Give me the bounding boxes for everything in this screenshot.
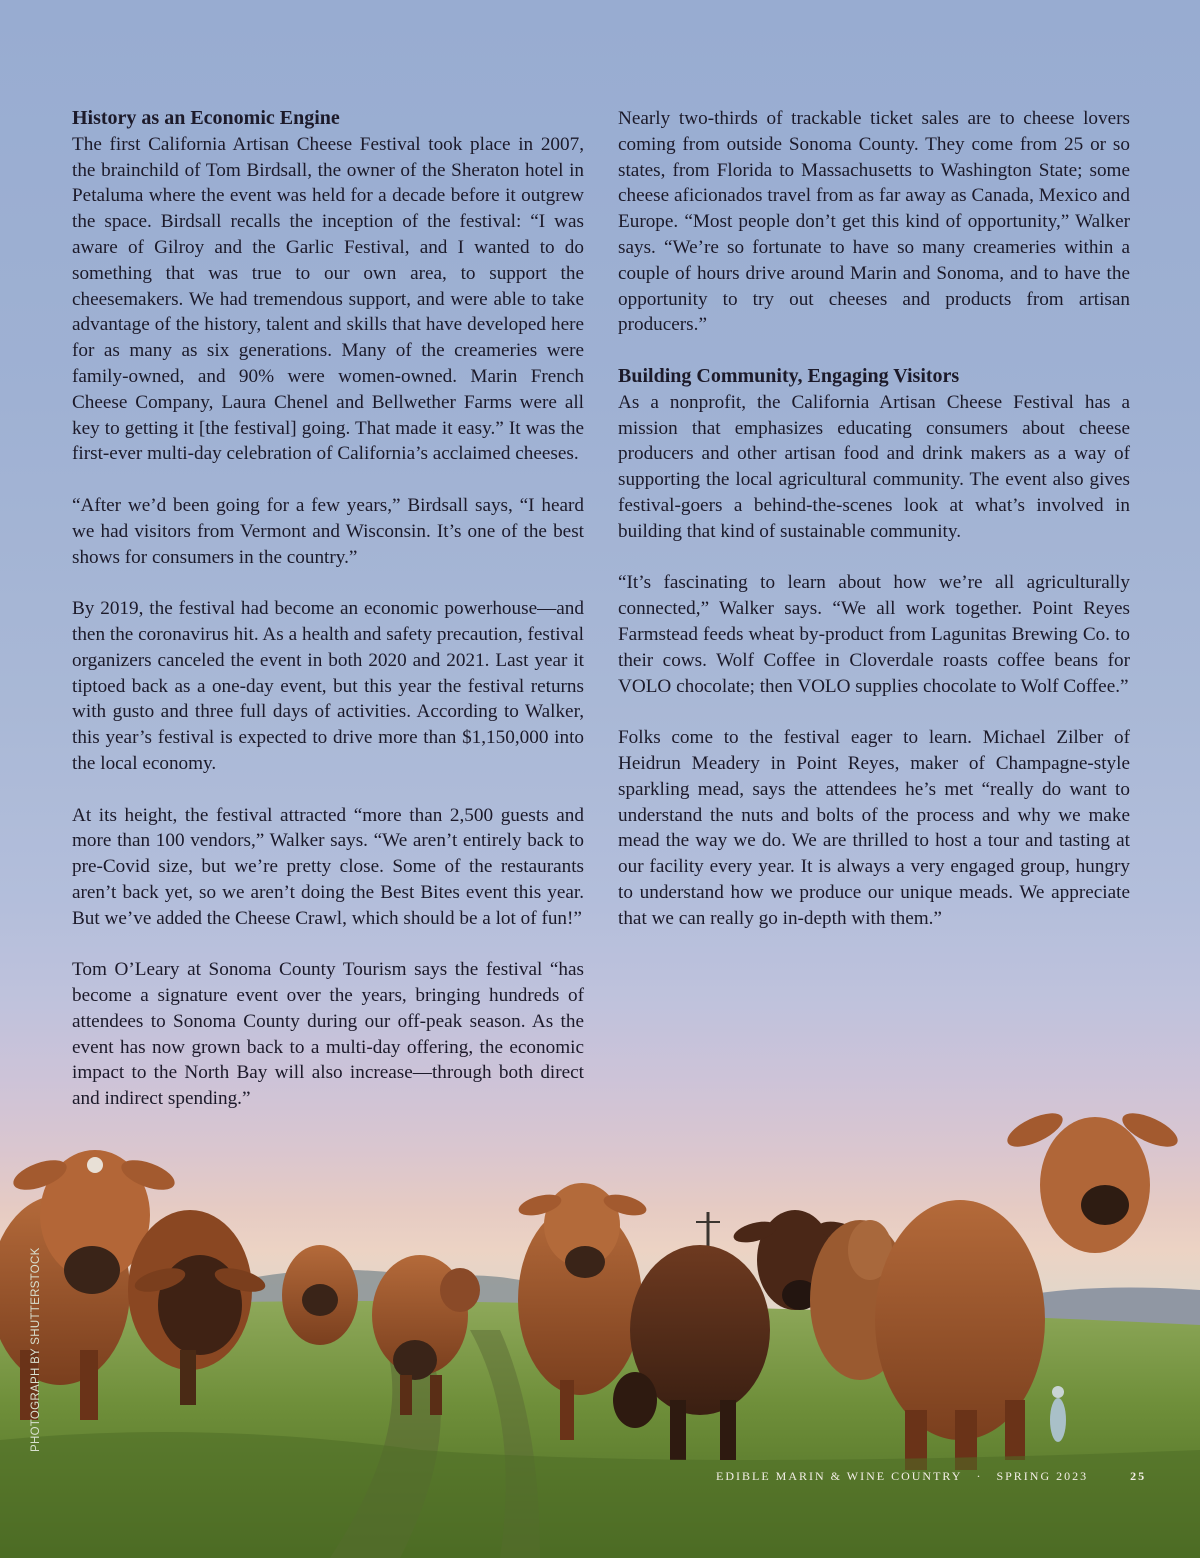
issue-season: SPRING 2023: [996, 1469, 1089, 1483]
paragraph: Tom O’Leary at Sonoma County Tourism says the festival “has become a signature event over the years, bringing hundreds of attendees to Sonoma County during our off-peak season. As the event has now grown back to a multi-day offering, the economic impact to the North Bay will also increase—through both direct and indirect spending.”: [72, 959, 584, 1110]
section-heading-community: Building Community, Engaging Visitors: [618, 364, 960, 387]
photo-credit: PHOTOGRAPH BY SHUTTERSTOCK: [30, 1247, 42, 1452]
paragraph: As a nonprofit, the California Artisan Cheese Festival has a mission that emphasizes educating consumers about cheese producers and other artisan food and drink makers as a way of supporting the local agricultural community. The event also gives festival-goers a behind-the-scenes look at what’s involved in building that kind of sustainable community.: [618, 391, 1130, 542]
paragraph: By 2019, the festival had become an economic powerhouse—and then the coronavirus hit. As a health and safety precaution, festival organizers canceled the event in both 2020 and 2021. Last year it tiptoed back as a one-day event, but this year the festival returns with gusto and three full days of activities. According to Walker, this year’s festival is expected to drive more than $1,150,000 into the local economy.: [72, 598, 584, 774]
page-footer: [716, 1469, 1146, 1484]
right-column: [618, 106, 1130, 957]
paragraph: Nearly two-thirds of trackable ticket sales are to cheese lovers coming from outside Sonoma County. They come from 25 or so states, from Florida to Massachusetts to Washington State; some cheese aficionados travel from as far away as Canada, Mexico and Europe. “Most people don’t get this kind of opportunity,” Walker says. “We’re so fortunate to have so many creameries within a couple of hours drive around Marin and Sonoma, and to have the opportunity to try out cheeses and products from artisan producers.”: [618, 108, 1130, 336]
publication-name: EDIBLE MARIN & WINE COUNTRY: [716, 1469, 963, 1483]
paragraph: Folks come to the festival eager to learn. Michael Zilber of Heidrun Meadery in Point Reyes, maker of Champagne-style sparkling mead, says the attendees he’s met “really do want to understand the nuts and bolts of the process and why we make mead the way we do. We are thrilled to host a tour and tasting at our facility every year. It is always a very engaged group, hungry to understand how we produce our unique meads. We appreciate that we can really go in-depth with them.”: [618, 727, 1130, 929]
paragraph: At its height, the festival attracted “more than 2,500 guests and more than 100 vendors,” Walker says. “We aren’t entirely back to pre-Covid size, but we’re pretty close. Some of the restaurants aren’t back yet, so we aren’t doing the Best Bites event this year. But we’ve added the Cheese Crawl, which should be a lot of fun!”: [72, 804, 584, 929]
paragraph: The first California Artisan Cheese Festival took place in 2007, the brainchild of Tom Birdsall, the owner of the Sheraton hotel in Petaluma where the event was held for a decade before it outgrew the space. Birdsall recalls the inception of the festival: “I was aware of Gilroy and the Garlic Festival, and I wanted to do something that was true to our own area, to support the cheesemakers. We had tremendous support, and were able to take advantage of the history, talent and skills that have developed here for as many as six generations. Many of the creameries were family-owned, and 90% were women-owned. Marin French Cheese Company, Laura Chenel and Bellwether Farms were all key to getting it [the festival] going. That made it easy.” It was the first-ever multi-day celebration of California’s acclaimed cheeses.: [72, 133, 584, 465]
paragraph: “After we’d been going for a few years,” Birdsall says, “I heard we had visitors from Vermont and Wisconsin. It’s one of the best shows for consumers in the country.”: [72, 494, 584, 568]
footer-separator: ·: [976, 1469, 983, 1483]
page-number: 25: [1130, 1469, 1147, 1483]
left-column: [72, 106, 584, 1138]
section-heading-history: History as an Economic Engine: [72, 107, 340, 129]
paragraph: “It’s fascinating to learn about how we’re all agriculturally connected,” Walker says. “We all work together. Point Reyes Farmstead feeds wheat by-product from Lagunitas Brewing Co. to their cows. Wolf Coffee in Cloverdale roasts coffee beans for VOLO chocolate; then VOLO supplies chocolate to Wolf Coffee.”: [618, 572, 1130, 697]
